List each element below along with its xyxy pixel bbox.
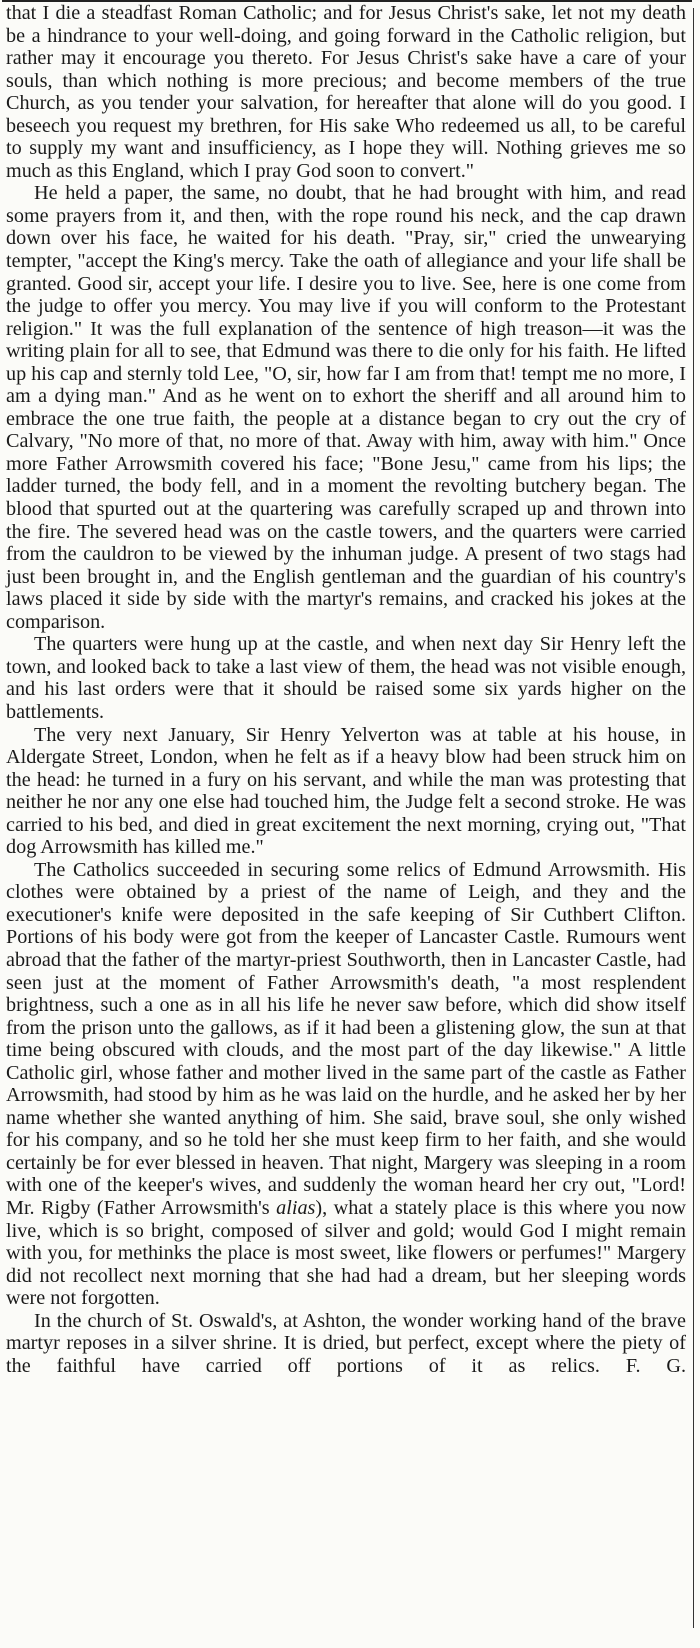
paragraph-shrine	[6, 1310, 686, 1378]
relics-text: The Catholics succeeded in securing some relics of Edmund Arrowsmith. His clothes were obtained by a priest of the name of Leigh, and they and the executioner's knife were deposited in the safe keeping of Sir Cuthbert Clifton. Portions of his body were got from the keeper of Lancaster Castle. Rumours went abroad that the father of the martyr-priest Southworth, then in Lancaster Castle, had seen just at the moment of Father Arrowsmith's death, "a most resplendent brightness, such a one as in all his life he never saw before, which did show itself from the prison unto the gallows, as if it had been a glistening glow, the sun at that time being obscured with clouds, and the most part of the day likewise." A little Catholic girl, whose father and mother lived in the same part of the castle as Father Arrowsmith, had stood by him as he was laid on the hurdle, and he asked her by her name whether she wanted anything of him. She said, brave soul, she only wished for his company, and so he told her she must keep firm to her faith, and she would certainly be for ever blessed in heaven. That night, Margery was sleeping in a room with one of the keeper's wives, and suddenly the woman heard her cry out, "Lord! Mr. Rigby (Father Arrowsmith's	[6, 858, 686, 1219]
paragraph-dying-speech: that I die a steadfast Roman Catholic; and for Jesus Christ's sake, let not my death be a hindrance to your well-doing, and going forward in the Catholic religion, but rather may it encourage you thereto. For Jesus Christ's sake have a care of your souls, than which nothing is more precious; and become members of the true Church, as you tender your salvation, for hereafter that alone will do you good. I beseech you request my brethren, for His sake Who redeemed us all, to be careful to supply my want and insufficiency, as I hope they will. Nothing grieves me so much as this England, which I pray God soon to convert."	[6, 2, 686, 182]
author-signature: F. G.	[625, 1354, 686, 1377]
paragraph-execution: He held a paper, the same, no doubt, that he had brought with him, and read some prayers from it, and then, with the rope round his neck, and the cap drawn down over his face, he waited for his death. "Pray, sir," cried the unwearying tempter, "accept the King's mercy. Take the oath of allegiance and your life shall be granted. Good sir, accept your life. I desire you to live. See, here is one come from the judge to offer you mercy. You may live if you will conform to the Protestant religion." It was the full explanation of the sentence of high treason—it was the writing plain for all to see, that Edmund was there to die only for his faith. He lifted up his cap and sternly told Lee, "O, sir, how far I am from that! tempt me no more, I am a dying man." And as he went on to exhort the sheriff and all around him to embrace the one true faith, the people at a distance began to cry out the cry of Calvary, "No more of that, no more of that. Away with him, away with him." Once more Father Arrowsmith covered his face; "Bone Jesu," came from his lips; the ladder turned, the body fell, and in a moment the revolting butchery began. The blood that spurted out at the quartering was carefully scraped up and thrown into the fire. The severed head was on the castle towers, and the quarters were carried from the cauldron to be viewed by the inhuman judge. A present of two stags had just been brought in, and the English gentleman and the guardian of his country's laws placed it side by side with the martyr's remains, and cracked his jokes at the comparison.	[6, 182, 686, 633]
paragraph-relics	[6, 859, 686, 1310]
column-rule	[693, 8, 694, 1628]
alias-word: alias	[276, 1196, 316, 1219]
paragraph-judge-death: The very next January, Sir Henry Yelverton was at table at his house, in Aldergate Street, London, when he felt as if a heavy blow had been struck him on the head: he turned in a fury on his servant, and while the man was protesting that neither he nor any one else had touched him, the Judge felt a second stroke. He was carried to his bed, and died in great excitement the next morning, crying out, "That dog Arrowsmith has killed me."	[6, 723, 686, 859]
article-column	[6, 2, 686, 1377]
shrine-text: In the church of St. Oswald's, at Ashton, the wonder working hand of the brave martyr reposes in a silver shrine. It is dried, but perfect, except where the piety of the faithful have carried off portions of it as relics.	[6, 1309, 686, 1377]
paragraph-quarters: The quarters were hung up at the castle, and when next day Sir Henry left the town, and looked back to take a last view of them, the head was not visible enough, and his last orders were that it should be raised some six yards higher on the battlements.	[6, 633, 686, 723]
relics-text-continued: ), what a stately place is this where you now live, which is so bright, composed of silver and gold; would God I might remain with you, for methinks the place is most sweet, like flowers or perfumes!" Margery did not recollect next morning that she had had a dream, but her sleeping words were not forgotten.	[6, 1196, 687, 1310]
